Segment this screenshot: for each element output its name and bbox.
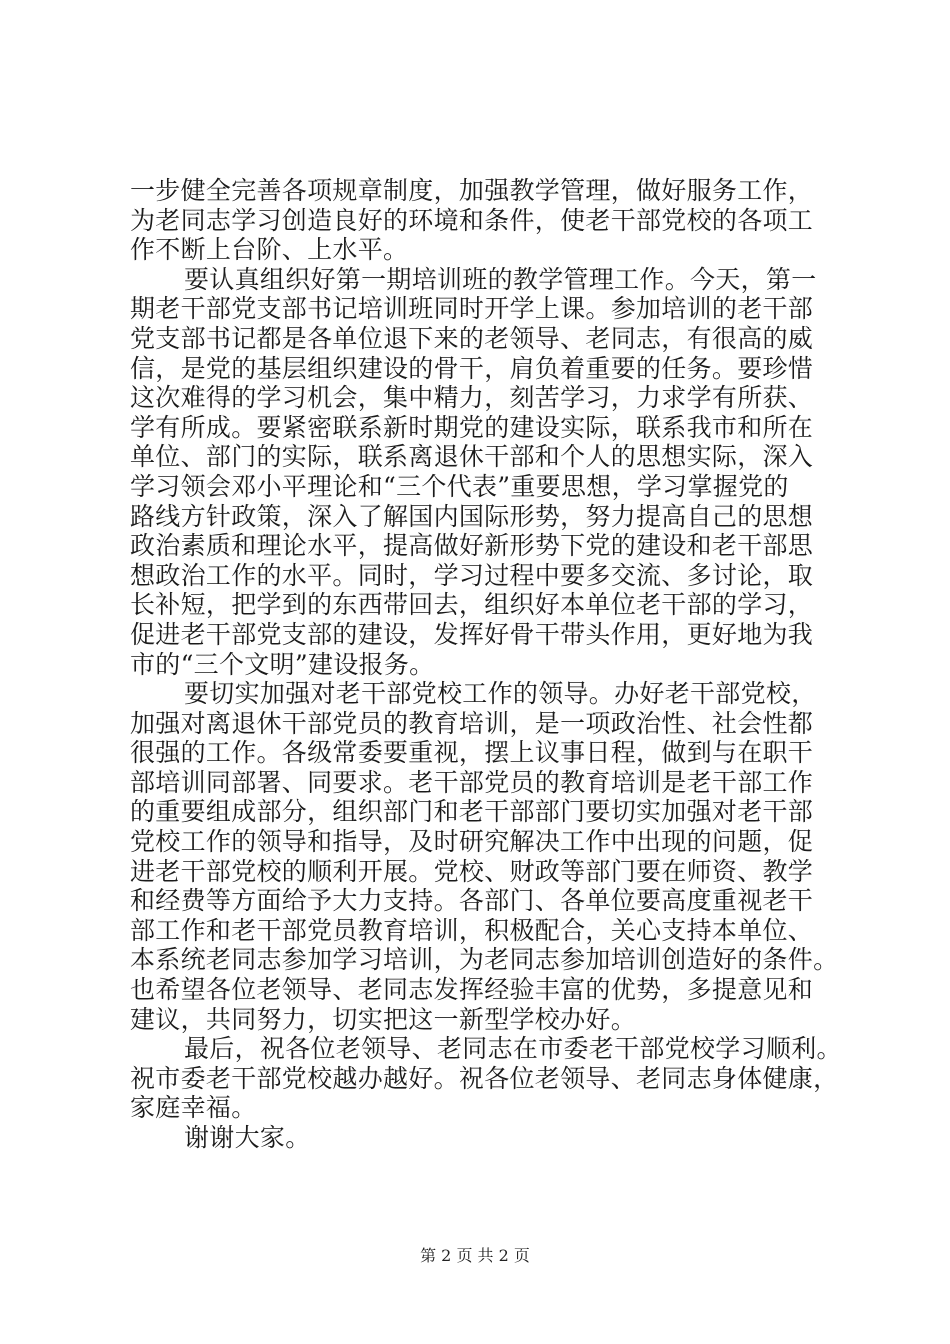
- text-line: 进老干部党校的顺利开展。党校、财政等部门要在师资、教学: [130, 856, 814, 886]
- text-line: 最后，祝各位老领导、老同志在市委老干部党校学习顺利。: [184, 1034, 842, 1064]
- text-line: 很强的工作。各级常委要重视，摆上议事日程，做到与在职干: [130, 738, 814, 768]
- text-line: 建议，共同努力，切实把这一新型学校办好。: [130, 1004, 637, 1034]
- text-line: 本系统老同志参加学习培训，为老同志参加培训创造好的条件。: [130, 945, 839, 975]
- text-line: 市的“三个文明”建设报务。: [130, 649, 435, 679]
- text-line: 政治素质和理论水平，提高做好新形势下党的建设和老干部思: [130, 531, 814, 561]
- text-line: 为老同志学习创造良好的环境和条件，使老干部党校的各项工: [130, 205, 814, 235]
- text-line: 单位、部门的实际，联系离退休干部和个人的思想实际，深入: [130, 442, 814, 472]
- text-line: 要切实加强对老干部党校工作的领导。办好老干部党校，: [184, 679, 817, 709]
- page-footer: 第 2 页 共 2 页: [420, 1246, 530, 1265]
- text-line: 也希望各位老领导、老同志发挥经验丰富的优势，多提意见和: [130, 975, 814, 1005]
- text-line: 长补短，把学到的东西带回去，组织好本单位老干部的学习，: [130, 590, 814, 620]
- text-line: 这次难得的学习机会，集中精力，刻苦学习，力求学有所获、: [130, 383, 814, 413]
- text-line: 的重要组成部分，组织部门和老干部部门要切实加强对老干部: [130, 797, 814, 827]
- text-line: 部工作和老干部党员教育培训，积极配合，关心支持本单位、: [130, 915, 814, 945]
- text-line: 作不断上台阶、上水平。: [130, 235, 409, 265]
- text-line: 党支部书记都是各单位退下来的老领导、老同志，有很高的威: [130, 323, 814, 353]
- text-line: 信，是党的基层组织建设的骨干，肩负着重要的任务。要珍惜: [130, 353, 814, 383]
- text-line: 家庭幸福。: [130, 1093, 257, 1123]
- text-line: 祝市委老干部党校越办越好。祝各位老领导、老同志身体健康，: [130, 1063, 839, 1093]
- text-line: 想政治工作的水平。同时，学习过程中要多交流、多讨论，取: [130, 560, 814, 590]
- text-line: 路线方针政策，深入了解国内国际形势，努力提高自己的思想: [130, 501, 814, 531]
- text-line: 学习领会邓小平理论和“三个代表”重要思想，学习掌握党的: [130, 471, 789, 501]
- document-body: [130, 176, 840, 1153]
- text-line: 和经费等方面给予大力支持。各部门、各单位要高度重视老干: [130, 886, 814, 916]
- text-line: 期老干部党支部书记培训班同时开学上课。参加培训的老干部: [130, 294, 814, 324]
- text-line: 一步健全完善各项规章制度，加强教学管理，做好服务工作，: [130, 176, 814, 205]
- text-line: 加强对离退休干部党员的教育培训，是一项政治性、社会性都: [130, 708, 814, 738]
- text-line: 部培训同部署、同要求。老干部党员的教育培训是老干部工作: [130, 767, 814, 797]
- text-line: 学有所成。要紧密联系新时期党的建设实际，联系我市和所在: [130, 412, 814, 442]
- text-line: 促进老干部党支部的建设，发挥好骨干带头作用，更好地为我: [130, 619, 814, 649]
- text-line: 要认真组织好第一期培训班的教学管理工作。今天，第一: [184, 264, 817, 294]
- text-line: 谢谢大家。: [184, 1123, 311, 1152]
- text-line: 党校工作的领导和指导，及时研究解决工作中出现的问题，促: [130, 827, 814, 857]
